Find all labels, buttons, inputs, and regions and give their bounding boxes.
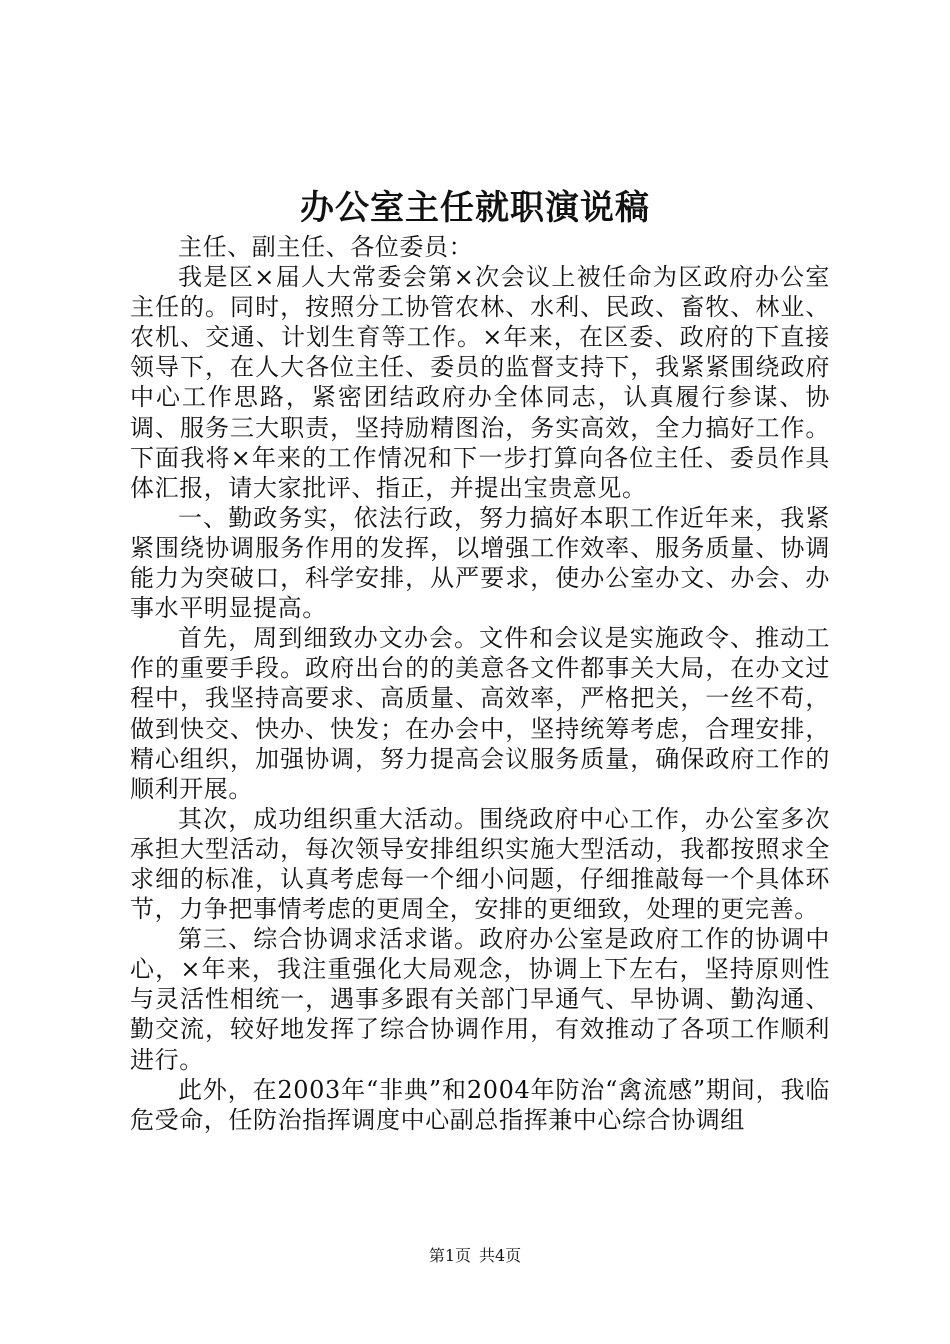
body-paragraph: 首先，周到细致办文办会。文件和会议是实施政令、推动工作的重要手段。政府出台的的美意各文件都事关大局，在办文过程中，我坚持高要求、高质量、高效率，严格把关，一丝不苟，做到快交、快办、快发；在办会中，坚持统筹考虑，合理安排，精心组织，加强协调，努力提高会议服务质量，确保政府工作的顺利开展。 bbox=[130, 624, 830, 803]
salutation-paragraph: 主任、副主任、各位委员： bbox=[178, 233, 474, 261]
document-body bbox=[130, 232, 830, 1135]
body-paragraph: 此外，在2003年“非典”和2004年防治“禽流感”期间，我临危受命，任防治指挥调度中心副总指挥兼中心综合协调组 bbox=[130, 1075, 830, 1134]
page-footer bbox=[0, 1244, 950, 1268]
body-paragraph: 一、勤政务实，依法行政，努力搞好本职工作近年来，我紧紧围绕协调服务作用的发挥，以增强工作效率、服务质量、协调能力为突破口，科学安排，从严要求，使办公室办文、办会、办事水平明显提高。 bbox=[130, 503, 830, 623]
body-paragraph: 第三、综合协调求活求谐。政府办公室是政府工作的协调中心，×年来，我注重强化大局观念，协调上下左右，坚持原则性与灵活性相统一，遇事多跟有关部门早通气、早协调、勤沟通、勤交流，较好地发挥了综合协调作用，有效推动了各项工作顺利进行。 bbox=[130, 925, 830, 1074]
page-number: 第1页 bbox=[428, 1246, 471, 1265]
page-total: 共4页 bbox=[479, 1246, 522, 1265]
document-title: 办公室主任就职演说稿 bbox=[300, 188, 650, 228]
body-paragraph: 我是区×届人大常委会第×次会议上被任命为区政府办公室主任的。同时，按照分工协管农林、水利、民政、畜牧、林业、农机、交通、计划生育等工作。×年来，在区委、政府的下直接领导下，在人大各位主任、委员的监督支持下，我紧紧围绕政府中心工作思路，紧密团结政府办全体同志，认真履行参谋、协调、服务三大职责，坚持励精图治，务实高效，全力搞好工作。下面我将×年来的工作情况和下一步打算向各位主任、委员作具体汇报，请大家批评、指正，并提出宝贵意见。 bbox=[130, 263, 830, 502]
body-paragraph: 其次，成功组织重大活动。围绕政府中心工作，办公室多次承担大型活动，每次领导安排组织实施大型活动，我都按照求全求细的标准，认真考虑每一个细小问题，仔细推敲每一个具体环节，力争把事情考虑的更周全，安排的更细致，处理的更完善。 bbox=[130, 804, 830, 924]
